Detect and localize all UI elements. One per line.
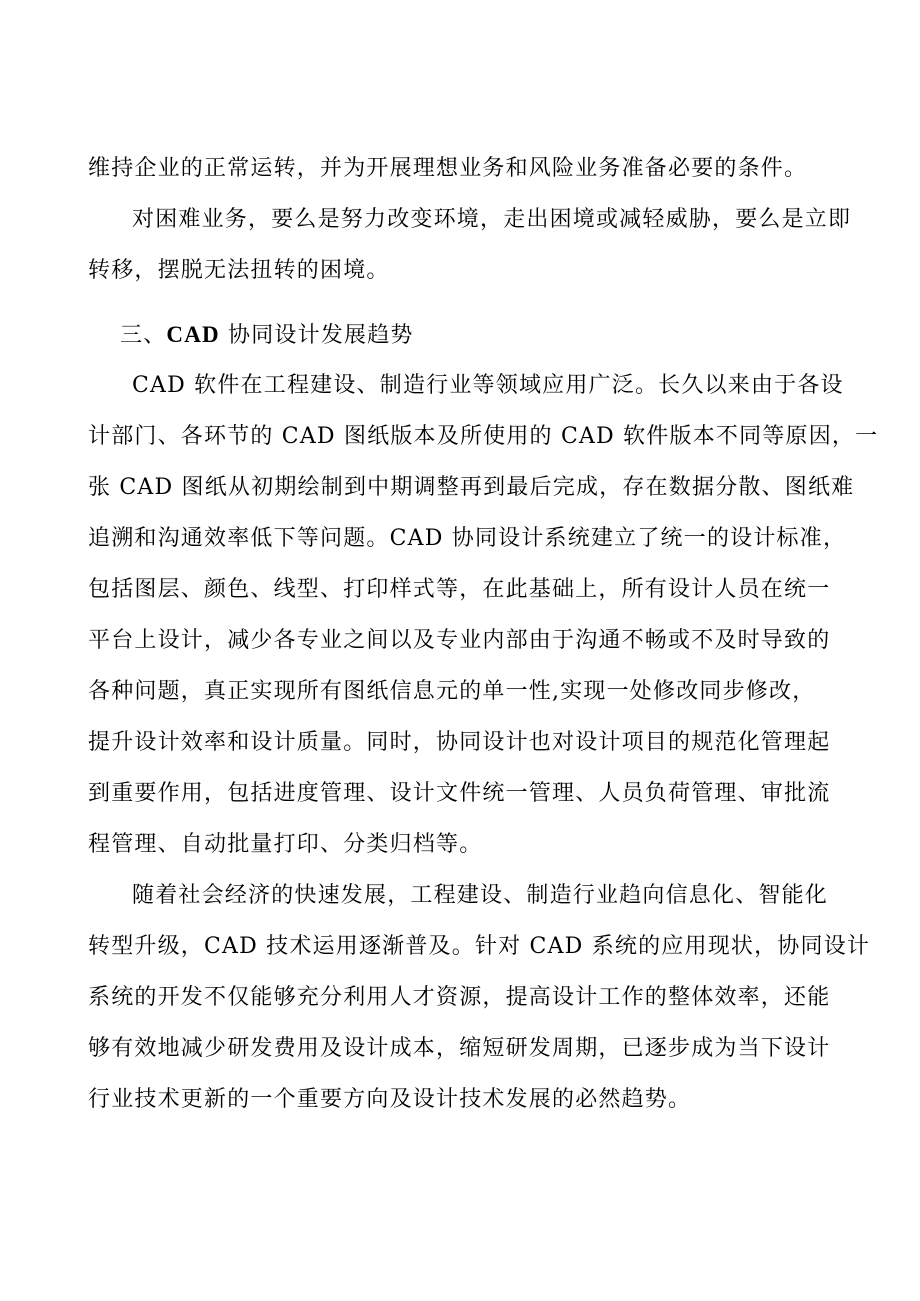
paragraph-line: 维持企业的正常运转，并为开展理想业务和风险业务准备必要的条件。 [88,156,808,181]
heading-text: 协同设计发展趋势 [219,323,414,348]
paragraph-line: 追溯和沟通效率低下等问题。CAD 协同设计系统建立了统一的设计标准， [88,526,847,551]
section-heading [120,321,414,350]
paragraph-line: 够有效地减少研发费用及设计成本，缩短研发周期，已逐步成为当下设计 [88,1036,831,1061]
paragraph-line: 张 CAD 图纸从初期绘制到中期调整再到最后完成，存在数据分散、图纸难 [88,475,855,500]
paragraph-line: 到重要作用，包括进度管理、设计文件统一管理、人员负荷管理、审批流 [88,781,831,806]
heading-bold: CAD [166,322,220,347]
paragraph-line: 各种问题，真正实现所有图纸信息元的单一性,实现一处修改同步修改， [88,679,816,704]
paragraph-line: 行业技术更新的一个重要方向及设计技术发展的必然趋势。 [88,1087,692,1112]
paragraph-line: 平台上设计，减少各专业之间以及专业内部由于沟通不畅或不及时导致的 [88,628,831,653]
paragraph-line: 转型升级，CAD 技术运用逐渐普及。针对 CAD 系统的应用现状，协同设计 [88,934,871,959]
paragraph-line: 转移，摆脱无法扭转的困境。 [88,258,390,283]
paragraph-line: 系统的开发不仅能够充分利用人才资源，提高设计工作的整体效率，还能 [88,985,831,1010]
paragraph-line: 提升设计效率和设计质量。同时，协同设计也对设计项目的规范化管理起 [88,730,831,755]
paragraph-line: 计部门、各环节的 CAD 图纸版本及所使用的 CAD 软件版本不同等原因，一 [88,424,879,449]
paragraph-line: 对困难业务，要么是努力改变环境，走出困境或减轻威胁，要么是立即 [132,207,852,232]
paragraph-line: CAD 软件在工程建设、制造行业等领域应用广泛。长久以来由于各设 [132,373,844,398]
heading-number: 三、 [120,323,167,348]
paragraph-line: 程管理、自动批量打印、分类归档等。 [88,832,483,857]
paragraph-line: 随着社会经济的快速发展，工程建设、制造行业趋向信息化、智能化 [132,883,829,908]
paragraph-line: 包括图层、颜色、线型、打印样式等，在此基础上，所有设计人员在统一 [88,577,831,602]
